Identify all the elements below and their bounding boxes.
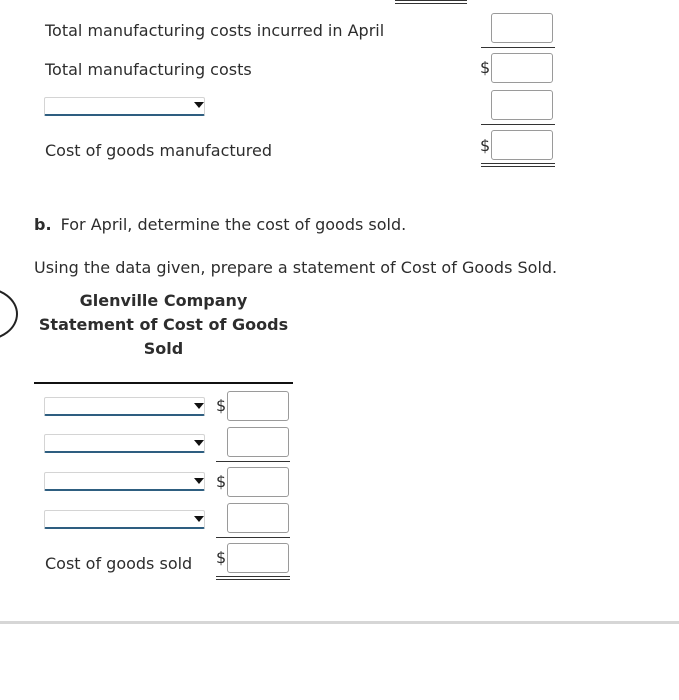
cogs-row-1-dollar: $ xyxy=(216,396,227,415)
cogs-account-dropdown-4[interactable] xyxy=(44,510,205,529)
cogs-account-dropdown-3[interactable] xyxy=(44,472,205,491)
cogs-amount-input-3[interactable] xyxy=(227,467,289,497)
part-b-prefix: b. xyxy=(34,215,52,234)
total-costs-incurred-label: Total manufacturing costs incurred in April xyxy=(45,21,385,40)
cost-of-goods-manufactured-double-underline xyxy=(481,163,555,167)
page-edge-circle xyxy=(0,287,18,341)
chevron-down-icon xyxy=(194,440,204,446)
cost-of-goods-manufactured-dollar: $ xyxy=(480,136,491,155)
cogs-amount-input-2[interactable] xyxy=(227,427,289,457)
prior-total-double-underline xyxy=(395,0,467,4)
total-costs-incurred-input[interactable] xyxy=(491,13,553,43)
cogs-row-3-dollar: $ xyxy=(216,472,227,491)
company-name: Glenville Company xyxy=(79,291,248,310)
chevron-down-icon xyxy=(194,516,204,522)
cogs-amount-input-4[interactable] xyxy=(227,503,289,533)
cogs-row-4-underline xyxy=(216,537,290,538)
statement-title-line2: Sold xyxy=(143,339,184,358)
cogs-account-dropdown-2[interactable] xyxy=(44,434,205,453)
part-a-account-input[interactable] xyxy=(491,90,553,120)
cogs-account-dropdown-1[interactable] xyxy=(44,397,205,416)
cost-of-goods-sold-input[interactable] xyxy=(227,543,289,573)
total-manufacturing-costs-label: Total manufacturing costs xyxy=(45,60,252,79)
part-b-instruction-text: For April, determine the cost of goods sold. xyxy=(60,215,407,234)
part-b-subinstruction: Using the data given, prepare a statement of Cost of Goods Sold. xyxy=(34,258,558,277)
total-manufacturing-costs-dollar: $ xyxy=(480,58,491,77)
chevron-down-icon xyxy=(194,403,204,409)
part-a-account-underline xyxy=(481,124,555,125)
cost-of-goods-manufactured-input[interactable] xyxy=(491,130,553,160)
cost-of-goods-sold-dollar: $ xyxy=(216,548,227,567)
part-b-instruction xyxy=(34,215,406,234)
total-manufacturing-costs-input[interactable] xyxy=(491,53,553,83)
chevron-down-icon xyxy=(194,102,204,108)
part-a-account-dropdown[interactable] xyxy=(44,97,205,116)
statement-heading-rule xyxy=(34,382,293,384)
cost-of-goods-sold-double-underline xyxy=(216,576,290,580)
chevron-down-icon xyxy=(194,478,204,484)
statement-title-line1: Statement of Cost of Goods xyxy=(38,315,289,334)
cost-of-goods-sold-label: Cost of goods sold xyxy=(45,554,193,573)
section-divider xyxy=(0,621,679,624)
cogs-row-2-underline xyxy=(216,461,290,462)
cogs-amount-input-1[interactable] xyxy=(227,391,289,421)
total-costs-incurred-underline xyxy=(481,47,555,48)
cost-of-goods-manufactured-label: Cost of goods manufactured xyxy=(45,141,273,160)
statement-heading xyxy=(34,289,293,361)
